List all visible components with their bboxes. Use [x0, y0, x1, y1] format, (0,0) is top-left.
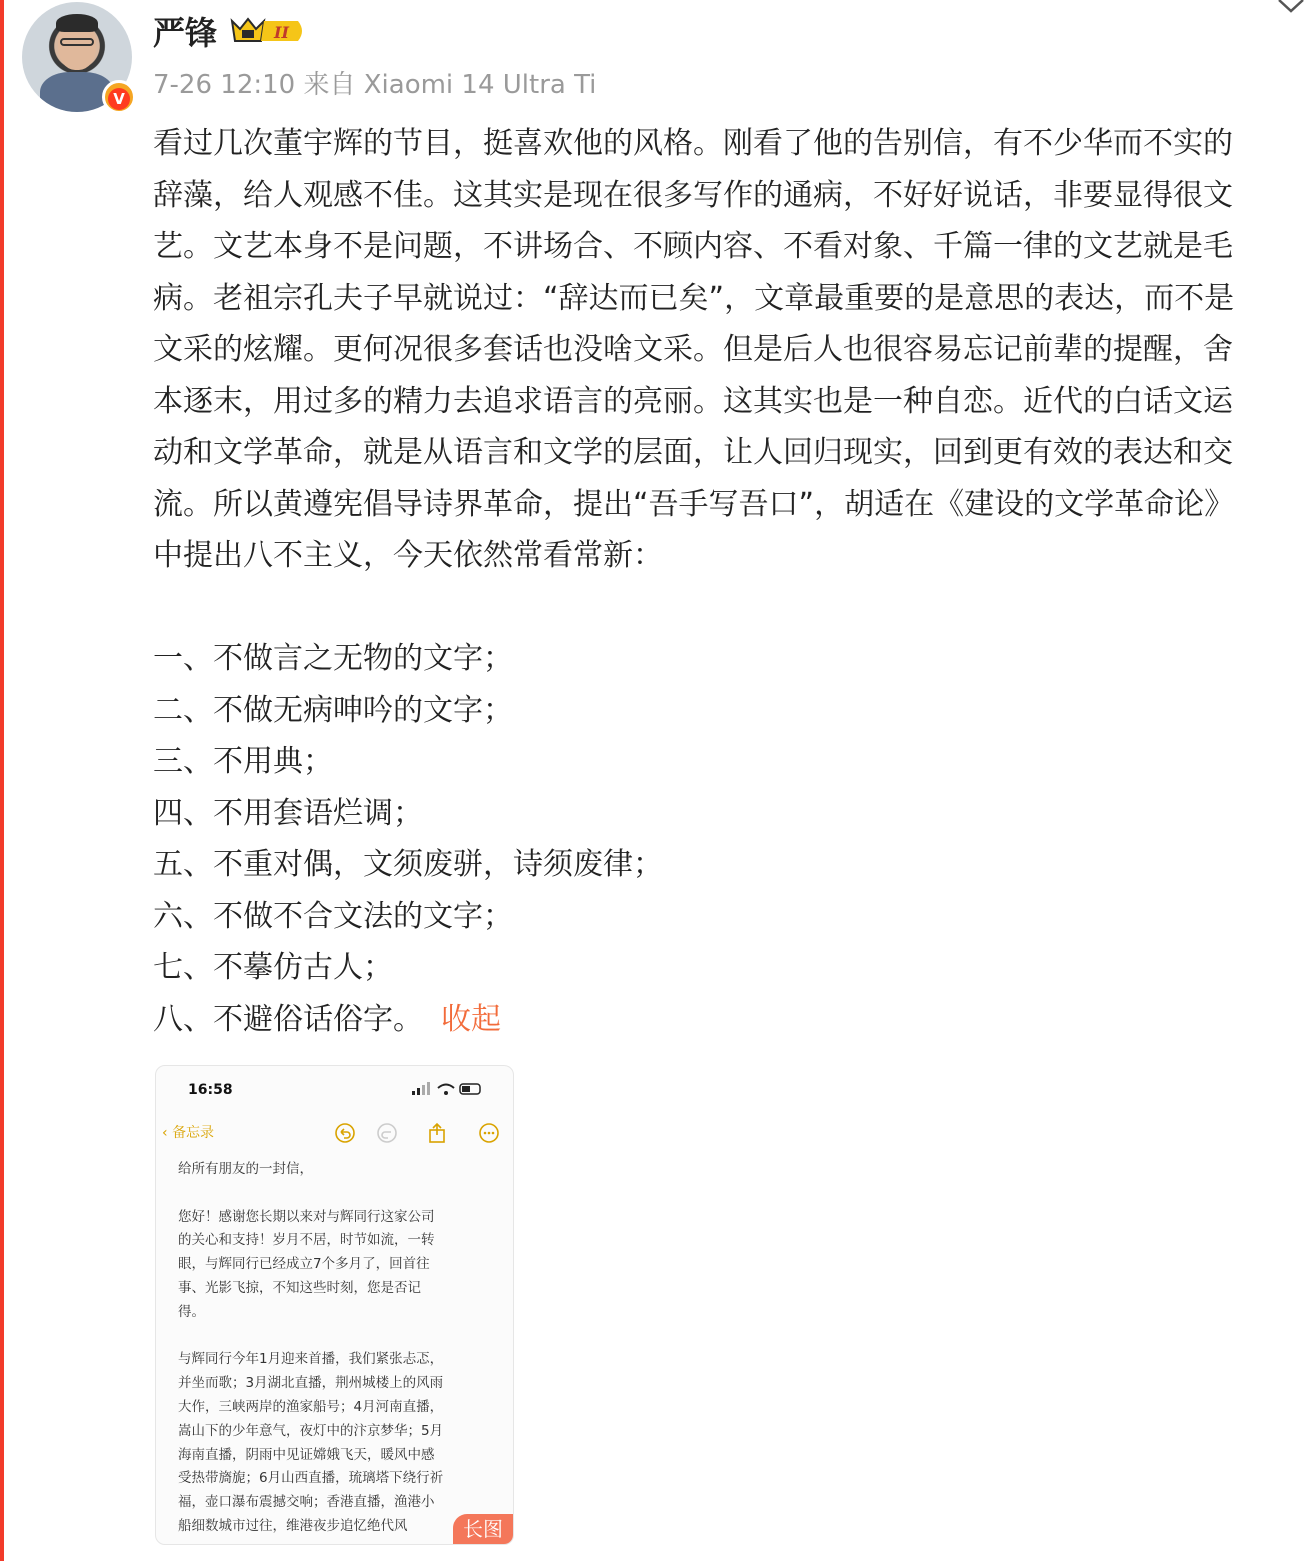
- post-text-line: 病。老祖宗孔夫子早就说过：“辞达而已矣”，文章最重要的是意思的表达，而不是: [153, 280, 1235, 316]
- paragraph-spacer: [153, 582, 1308, 634]
- member-crown-icon[interactable]: [228, 15, 308, 47]
- author-name[interactable]: 严锋: [153, 14, 218, 52]
- collapse-link[interactable]: 收起: [441, 1001, 501, 1037]
- more-icon[interactable]: [478, 1122, 500, 1144]
- note-line: 事、光影飞掠，不知这些时刻，您是否记: [178, 1279, 421, 1296]
- list-item-text: 四、不用套语烂调；: [153, 795, 423, 831]
- post-text-line: 看过几次董宇辉的节目，挺喜欢他的风格。刚看了他的告别信，有不少华而不实的: [153, 126, 1233, 161]
- post-text-line: 动和文学革命，就是从语言和文学的层面，让人回归现实，回到更有效的表达和交: [153, 435, 1233, 470]
- member-level-label: II: [274, 23, 289, 42]
- list-item: [153, 685, 1308, 737]
- chevron-down-icon[interactable]: [1276, 0, 1306, 16]
- post-text-line: 流。所以黄遵宪倡导诗界革命，提出“吾手写吾口”，胡适在《建设的文学革命论》: [153, 486, 1235, 522]
- note-line: 并坐而歌；3月湖北直播，荆州城楼上的风雨: [178, 1375, 444, 1392]
- share-icon[interactable]: [426, 1122, 448, 1144]
- verified-badge-icon: V: [102, 80, 136, 114]
- long-image-badge: 长图: [453, 1514, 513, 1544]
- list-item: [153, 788, 1308, 840]
- list-item: [153, 839, 1308, 891]
- post-text-line: 辞藻，给人观感不佳。这其实是现在很多写作的通病，不好好说话，非要显得很文: [153, 177, 1233, 213]
- note-line: 与辉同行今年1月迎来首播，我们紧张忐忑，: [178, 1351, 444, 1368]
- list-item: [153, 633, 1308, 685]
- note-line: 嵩山下的少年意气，夜灯中的汴京梦华；5月: [178, 1422, 444, 1439]
- post-text-line: 文采的炫耀。更何况很多套话也没啥文采。但是后人也很容易忘记前辈的提醒，舍: [153, 332, 1233, 367]
- post-text-line: 本逐末，用过多的精力去追求语言的亮丽。这其实也是一种自恋。近代的白话文运: [153, 383, 1233, 419]
- list-item-text: 三、不用典；: [153, 744, 333, 779]
- notes-content: [178, 1158, 496, 1539]
- status-icons: [412, 1082, 484, 1096]
- list-item-text: 八、不避俗话俗字。: [153, 1001, 423, 1037]
- post-body: [153, 118, 1308, 1045]
- note-line: 船细数城市过往，维港夜步追忆绝代风: [178, 1517, 408, 1534]
- list-item-text: 二、不做无病呻吟的文字；: [153, 692, 513, 728]
- author-avatar[interactable]: [22, 2, 132, 112]
- note-line: 海南直播，阴雨中见证嫦娥飞天，暖风中感: [178, 1446, 435, 1463]
- list-item-text: 五、不重对偶，文须废骈，诗须废律；: [153, 847, 663, 882]
- note-blank-line: [178, 1325, 496, 1349]
- list-item-text: 七、不摹仿古人；: [153, 950, 393, 985]
- list-item: [153, 891, 1308, 943]
- left-edge-bar: [0, 0, 4, 1561]
- post-text-line: 艺。文艺本身不是问题，不讲场合、不顾内容、不看对象、千篇一律的文艺就是毛: [153, 229, 1233, 264]
- note-line: 大作，三峡两岸的渔家船号；4月河南直播，: [178, 1398, 444, 1415]
- note-line: 得。: [178, 1303, 205, 1320]
- list-item: [153, 736, 1308, 788]
- status-time: 16:58: [188, 1082, 233, 1098]
- notes-toolbar: [162, 1122, 507, 1146]
- note-line: 福，壶口瀑布震撼交响；香港直播，渔港小: [178, 1494, 435, 1511]
- redo-icon[interactable]: [376, 1122, 398, 1144]
- note-line: 受热带旖旎；6月山西直播，琉璃塔下绕行祈: [178, 1470, 444, 1487]
- note-line: 您好！感谢您长期以来对与辉同行这家公司: [178, 1208, 435, 1225]
- note-title: 给所有朋友的一封信，: [178, 1161, 313, 1177]
- post-text-line: 中提出八不主义，今天依然常看常新：: [153, 538, 663, 573]
- post-meta: 7-26 12:10 来自 Xiaomi 14 Ultra Ti: [153, 70, 597, 100]
- note-blank-line: [178, 1182, 496, 1206]
- list-item-text: 六、不做不合文法的文字；: [153, 898, 513, 934]
- back-to-notes-button[interactable]: ‹ 备忘录: [162, 1125, 215, 1141]
- undo-icon[interactable]: [334, 1122, 356, 1144]
- note-line: 眼，与辉同行已经成立7个多月了，回首往: [178, 1256, 430, 1273]
- attached-image[interactable]: [155, 1065, 514, 1545]
- list-item: [153, 942, 1308, 994]
- list-item: [153, 994, 1308, 1046]
- back-label: 备忘录: [172, 1125, 215, 1141]
- note-line: 的关心和支持！岁月不居，时节如流，一转: [178, 1232, 435, 1249]
- list-item-text: 一、不做言之无物的文字；: [153, 641, 513, 676]
